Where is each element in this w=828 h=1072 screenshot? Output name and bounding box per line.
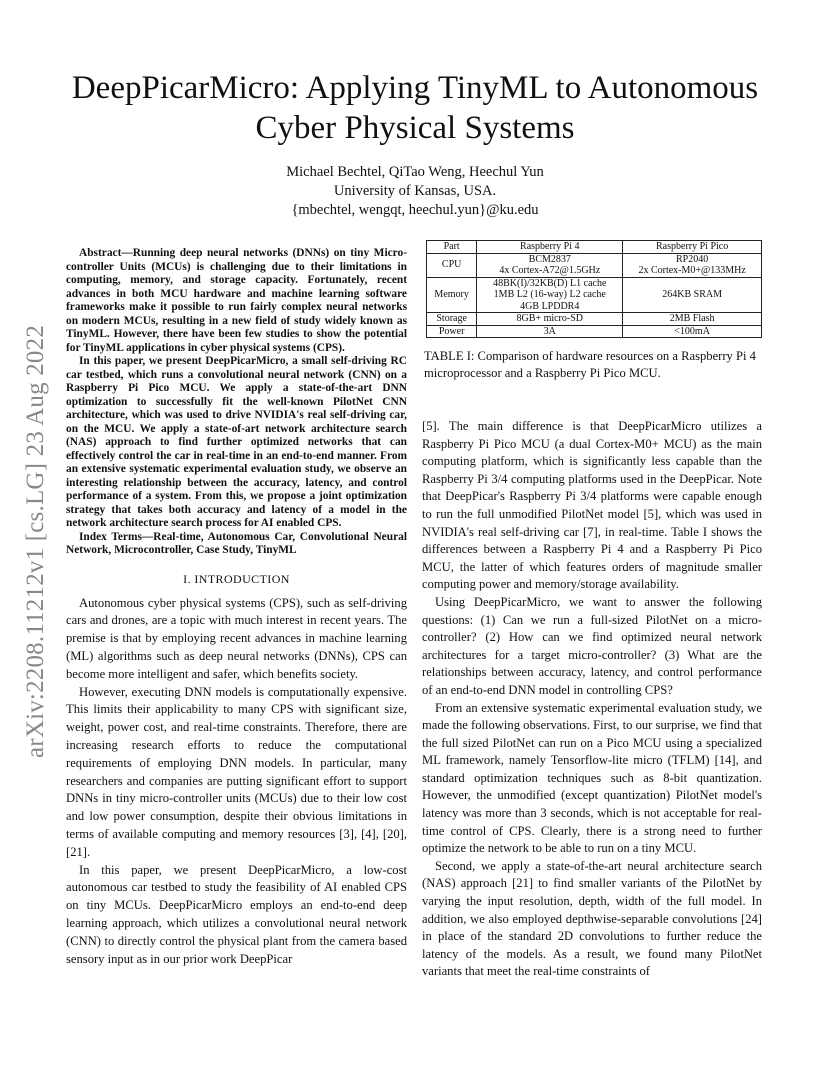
table-cell-line: RP2040 [676,253,709,265]
table-row [427,313,762,326]
author-emails: {mbechtel, wengqt, heechul.yun}@ku.edu [291,202,539,218]
index-terms: Index Terms—Real-time, Autonomous Car, Convolutional Neural Network, Microcontroller, Case Study, TinyML [66,530,407,556]
body-paragraph-3: From an extensive systematic experimental evaluation study, we made the following observations. First, to our surprise, we find that the full sized PilotNet can run on a Pico MCU using a specialized ML framework, namely Tensorflow-lite micro (TFLM) [14], and standard optimization techniques such as 8-bit quantization. However, the unmodified (except quantization) PilotNet model's latency was more than 3 seconds, which is not acceptable for real-time control of CPS. Clearly, there is a strong need to further optimize the network to be able to run on a tiny MCU. [422,700,762,856]
table-cell-line: 2x Cortex-M0+@133MHz [638,265,746,276]
table-caption: TABLE I: Comparison of hardware resources on a Raspberry Pi 4 microprocessor and a Raspberry Pi Pico MCU. [424,349,756,380]
table-cell-pi4: 8GB+ micro-SD [477,313,623,326]
table-cell-line: 48BK(I)/32KB(D) L1 cache [493,277,607,289]
table-cell-line: 1MB L2 (16-way) L2 cache [493,289,606,300]
table-header-cell: Part [427,241,477,254]
table-cell-pico: 264KB SRAM [623,277,762,313]
abstract-paragraph-2: In this paper, we present DeepPicarMicro, a small self-driving RC car testbed, which runs a convolutional neural network (CNN) on a Raspberry Pi Pico MCU. We apply a state-of-the-art DNN optimization to successfully fit the well-known PilotNet CNN architecture, which was used to drive NVIDIA's real self-driving car, on the MCU. We apply a state-of-art network architecture search (NAS) approach to find further optimized networks that can effectively control the car in real-time in an end-to-end manner. From an extensive systematic experimental evaluation study, we observe an interesting relationship between the accuracy, latency, and control performance of a system. From this, we propose a joint optimization strategy that takes both accuracy and latency of a model in the network architecture search process for AI enabled CPS. [66,355,407,529]
table-cell-pico: <100mA [623,325,762,338]
table-cell-part: Storage [427,313,477,326]
section-heading-introduction: I. INTRODUCTION [183,571,290,586]
right-column-body [422,418,762,981]
left-column [66,247,407,968]
table-cell-line: BCM2837 [528,253,571,265]
arxiv-stamp: arXiv:2208.11212v1 [cs.LG] 23 Aug 2022 [22,324,49,758]
paper-title: DeepPicarMicro: Applying TinyML to Autonomous Cyber Physical Systems [71,70,759,146]
table-header-row [427,241,762,254]
abstract-paragraph-1: Abstract—Running deep neural networks (DNNs) on tiny Micro-controller Units (MCUs) is challenging due to their limitations in computing, memory, and storage capacity. Fortunately, recent advances in both MCU hardware and machine learning software frameworks make it possible to run fairly complex neural networks on modern MCUs, resulting in a new field of study widely known as TinyML. However, there have been few studies to show the potential for TinyML applications in cyber physical systems (CPS). [66,247,407,354]
table-cell-pico: 2MB Flash [623,313,762,326]
intro-paragraph-3: In this paper, we present DeepPicarMicro, a low-cost autonomous car testbed to study the feasibility of AI enabled CPS on tiny MCUs. DeepPicarMicro employs an end-to-end deep learning approach, which utilizes a convolutional neural network (CNN) to directly control the physical plant from the camera based sensory input as in our prior work DeepPicar [66,862,407,966]
table-cell-pi4 [477,277,623,313]
author-block [40,163,790,220]
table-header-cell: Raspberry Pi Pico [623,241,762,254]
table-cell-line: 4GB LPDDR4 [520,300,580,312]
table-cell-part: Power [427,325,477,338]
right-column-top [422,240,762,382]
body-paragraph-1: [5]. The main difference is that DeepPicarMicro utilizes a Raspberry Pi Pico MCU (a dual Cortex-M0+ MCU) as the main computing platform, which is significantly less capable than the Raspberry Pi 3/4 computing platforms used in the DeepPicar. Note that DeepPicar's Raspberry Pi 3/4 platforms were capable enough to run the full unmodified PilotNet model [5], which was used in NVIDIA's real self-driving car [7], in real-time. Table I shows the differences between a Raspberry Pi 4 and a Raspberry Pi Pico MCU, the latter of which features orders of magnitude smaller computing power and memory/storage availability. [422,419,762,592]
table-row [427,325,762,338]
table-cell-part: CPU [427,253,477,277]
table-cell-part: Memory [427,277,477,313]
table-row [427,253,762,277]
body-paragraph-4: Second, we apply a state-of-the-art neural architecture search (NAS) approach [21] to find smaller variants of the PilotNet by varying the input resolution, depth, width of the full model. In addition, we also employed depthwise-separable convolutions [24] in place of the standard 2D convolutions to further reduce the latency of the models. As a result, we found many PilotNet variants that meet the real-time constraints of [422,858,762,979]
author-names: Michael Bechtel, QiTao Weng, Heechul Yun [286,164,544,180]
table-cell-pi4 [477,253,623,277]
table-header-cell: Raspberry Pi 4 [477,241,623,254]
intro-paragraph-1: Autonomous cyber physical systems (CPS), such as self-driving cars and drones, are a topic with much interest in recent years. The premise is that by employing recent advances in machine learning (ML) algorithms such as deep neural networks (DNNs), CPS can become more intelligent and safer, which benefits society. [66,595,407,681]
hardware-comparison-table [426,240,762,338]
affiliation: University of Kansas, USA. [333,183,497,199]
table-cell-pi4: 3A [477,325,623,338]
table-cell-pico [623,253,762,277]
body-paragraph-2: Using DeepPicarMicro, we want to answer the following questions: (1) Can we run a full-sized PilotNet on a micro-controller? (2) How can we find optimized neural network architectures for a target micro-controller? (3) What are the relationships between accuracy, latency, and control performance of an end-to-end DNN model in controlling CPS? [422,594,762,697]
intro-paragraph-2: However, executing DNN models is computationally expensive. This limits their applicability to many CPS with significant size, weight, power cost, and real-time constraints. Therefore, there are increasing research efforts to reduce the computational requirements of employing DNN models. In particular, many researchers and companies are putting significant effort to support DNNs in tiny micro-controller units (MCUs) due to their low cost and low power consumption, despite their obvious limitations in terms of available computing and memory resources [3], [4], [20], [21]. [66,684,407,859]
table-row [427,277,762,313]
table-cell-line: 4x Cortex-A72@1.5GHz [499,265,601,276]
